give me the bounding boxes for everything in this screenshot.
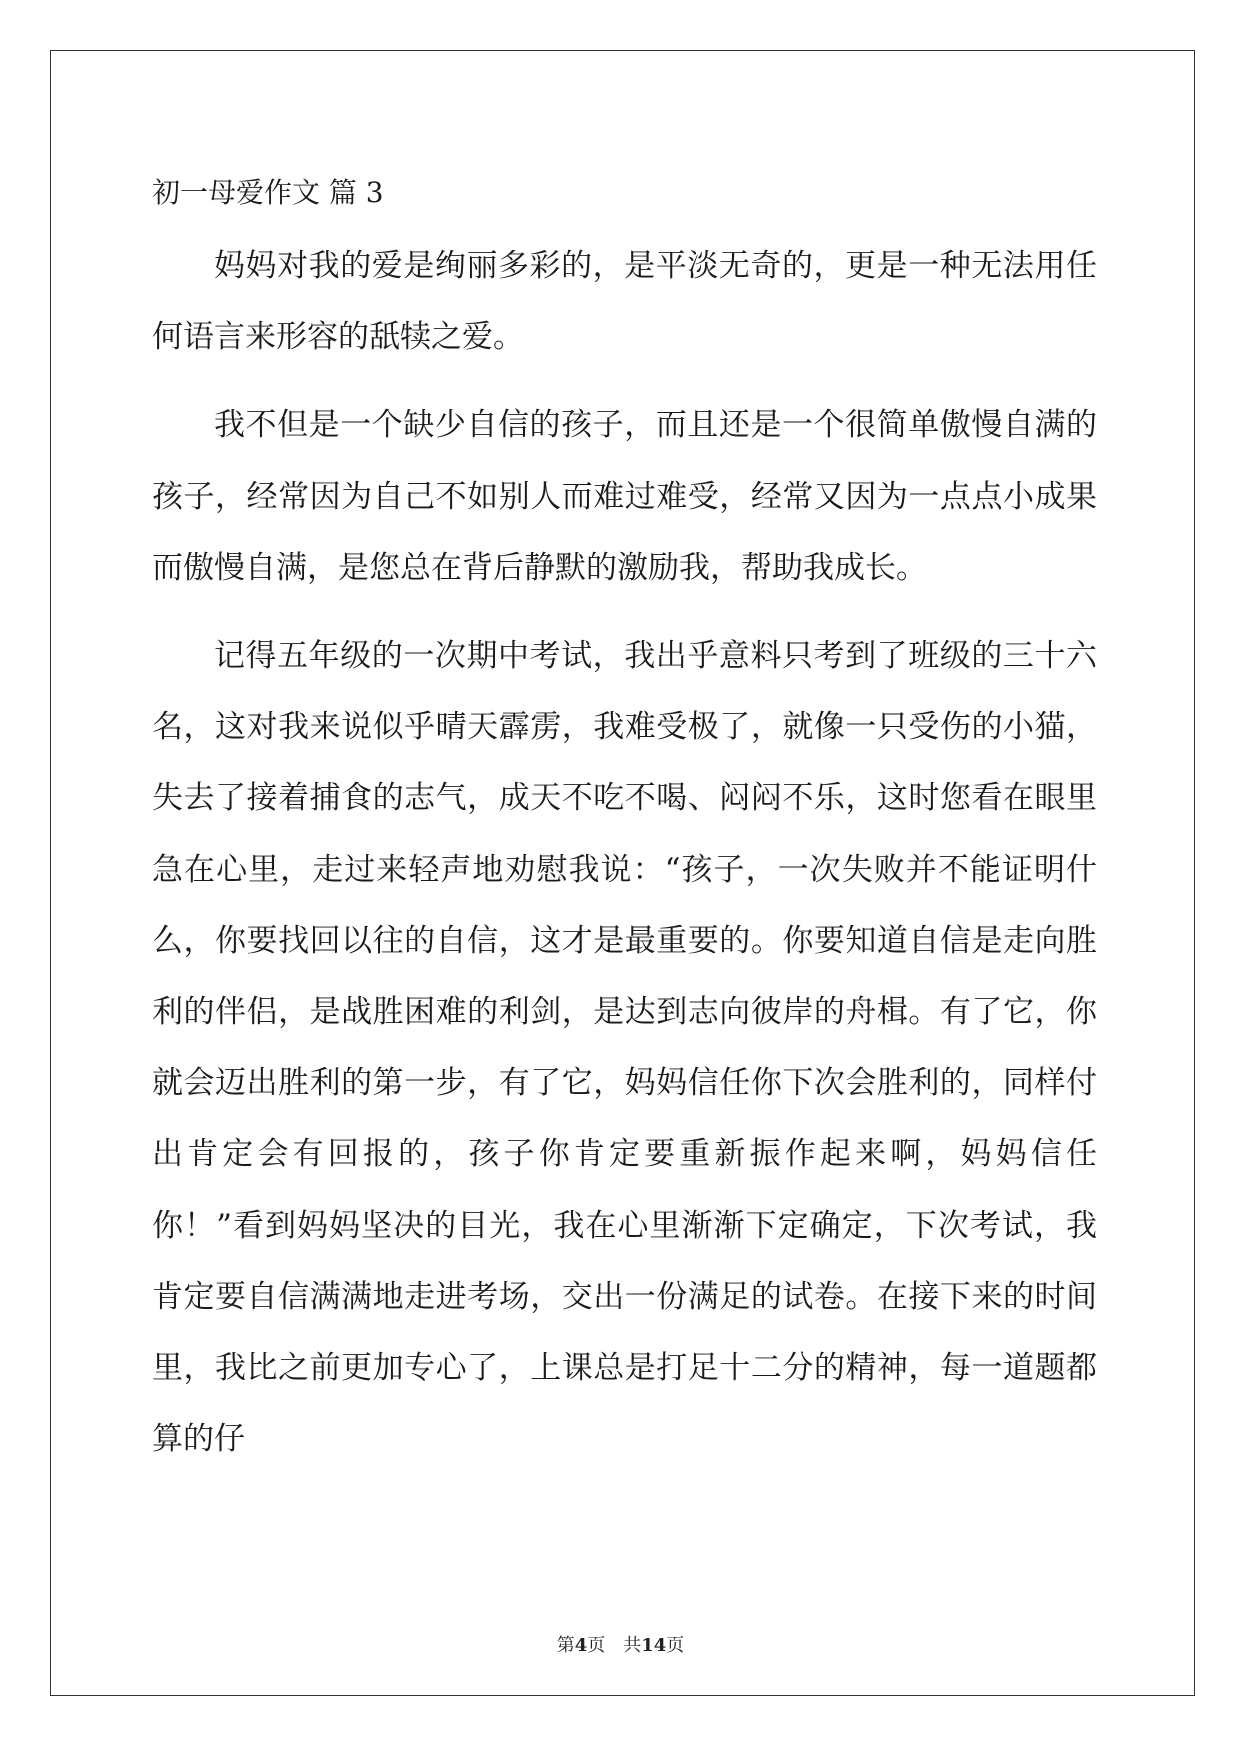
paragraph-1: 妈妈对我的爱是绚丽多彩的，是平淡无奇的，更是一种无法用任何语言来形容的舐犊之爱。	[152, 248, 1097, 356]
total-pages-number: 14	[641, 1635, 667, 1656]
document-body	[152, 160, 1097, 1492]
footer-page-suffix: 页	[587, 1635, 606, 1656]
footer-total-suffix: 页	[666, 1635, 685, 1656]
footer-prefix: 第	[556, 1635, 575, 1656]
footer-total-prefix: 共	[623, 1635, 642, 1656]
page-footer	[0, 1631, 1241, 1657]
document-heading: 初一母爱作文 篇 3	[152, 176, 384, 209]
paragraph-2: 我不但是一个缺少自信的孩子，而且还是一个很简单傲慢自满的孩子，经常因为自己不如别人而难过难受，经常又因为一点点小成果而傲慢自满，是您总在背后静默的激励我，帮助我成长。	[152, 407, 1097, 586]
paragraph-3: 记得五年级的一次期中考试，我出乎意料只考到了班级的三十六名，这对我来说似乎晴天霹雳，我难受极了，就像一只受伤的小猫，失去了接着捕食的志气，成天不吃不喝、闷闷不乐，这时您看在眼里急在心里，走过来轻声地劝慰我说：“孩子，一次失败并不能证明什么，你要找回以往的自信，这才是最重要的。你要知道自信是走向胜利的伴侣，是战胜困难的利剑，是达到志向彼岸的舟楫。有了它，你就会迈出胜利的第一步，有了它，妈妈信任你下次会胜利的，同样付出肯定会有回报的，孩子你肯定要重新振作起来啊，妈妈信任你！”看到妈妈坚决的目光，我在心里渐渐下定确定，下次考试，我肯定要自信满满地走进考场，交出一份满足的试卷。在接下来的时间里，我比之前更加专心了，上课总是打足十二分的精神，每一道题都算的仔	[152, 638, 1097, 1458]
current-page-number: 4	[574, 1635, 588, 1656]
